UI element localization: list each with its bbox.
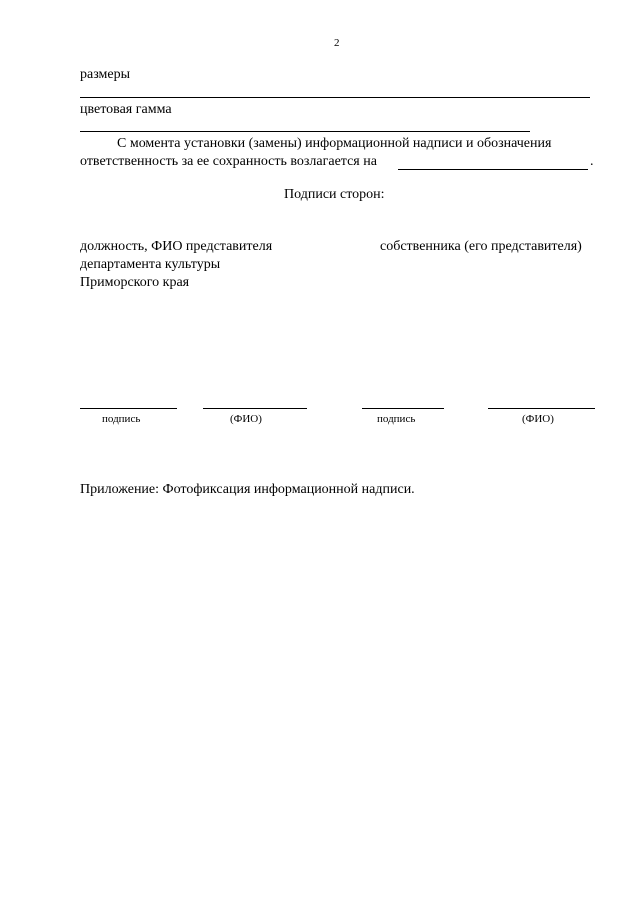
appendix-note: Приложение: Фотофиксация информационной надписи. <box>80 482 415 497</box>
party-right-line-1: собственника (его представителя) <box>380 239 582 254</box>
signature-label-left: подпись <box>102 413 141 425</box>
sizes-label: размеры <box>80 67 131 82</box>
color-line <box>80 131 530 132</box>
signatures-title: Подписи сторон: <box>284 187 385 202</box>
party-left-line-2: департамента культуры <box>80 257 221 272</box>
sizes-line <box>80 97 590 98</box>
responsible-party-line <box>398 169 588 170</box>
fio-line-right <box>488 408 595 409</box>
party-left-line-3: Приморского края <box>80 275 190 290</box>
fio-label-left: (ФИО) <box>230 413 262 425</box>
responsibility-line-2: ответственность за ее сохранность возлагается на <box>80 154 377 169</box>
responsibility-line-1: С момента установки (замены) информационной надписи и обозначения <box>117 136 552 151</box>
page-number: 2 <box>334 37 340 49</box>
fio-line-left <box>203 408 307 409</box>
fio-label-right: (ФИО) <box>522 413 554 425</box>
color-label: цветовая гамма <box>80 102 172 117</box>
party-left-line-1: должность, ФИО представителя <box>80 239 273 254</box>
signature-line-right <box>362 408 444 409</box>
signature-label-right: подпись <box>377 413 416 425</box>
signature-line-left <box>80 408 177 409</box>
responsibility-end: . <box>590 154 594 169</box>
